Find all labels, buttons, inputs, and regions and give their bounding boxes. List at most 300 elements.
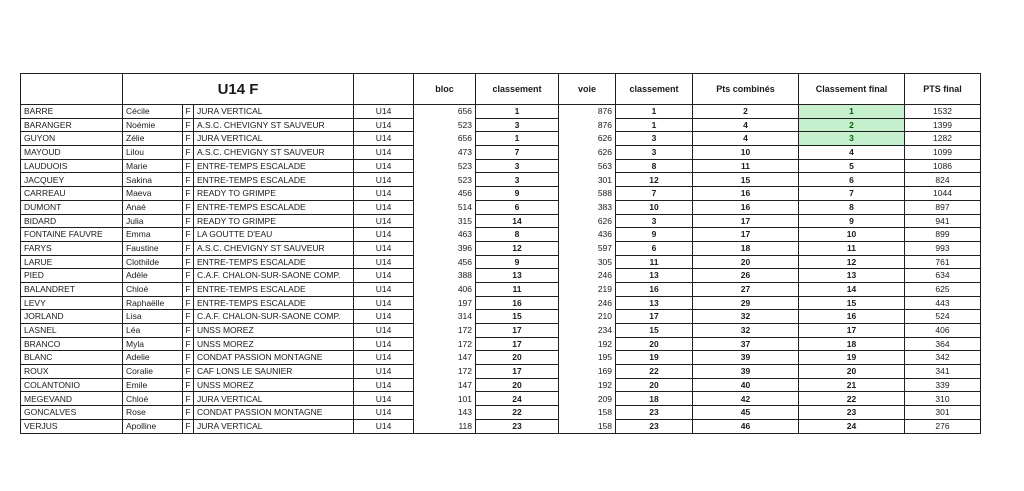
cell-club: CONDAT PASSION MONTAGNE (194, 351, 354, 365)
cell-lastname: FONTAINE FAUVRE (21, 228, 123, 242)
cell-final-rank: 22 (799, 392, 905, 406)
cell-bloc-rank: 9 (476, 255, 559, 269)
cell-firstname: Chloé (123, 392, 183, 406)
cell-firstname: Noémie (123, 118, 183, 132)
cell-club: JURA VERTICAL (194, 419, 354, 433)
cell-category: U14 (354, 118, 414, 132)
cell-club: LA GOUTTE D'EAU (194, 228, 354, 242)
cell-bloc-rank: 7 (476, 146, 559, 160)
cell-bloc-rank: 23 (476, 419, 559, 433)
cell-pts-combines: 40 (693, 378, 799, 392)
cell-bloc-rank: 14 (476, 214, 559, 228)
cell-bloc-score: 396 (414, 241, 476, 255)
cell-voie-score: 210 (559, 310, 616, 324)
cell-pts-final: 342 (905, 351, 981, 365)
cell-pts-combines: 39 (693, 351, 799, 365)
cell-sex: F (183, 406, 194, 420)
cell-voie-rank: 3 (616, 214, 693, 228)
cell-club: ENTRE-TEMPS ESCALADE (194, 200, 354, 214)
cell-bloc-rank: 12 (476, 241, 559, 255)
table-row (21, 241, 981, 255)
cell-bloc-score: 143 (414, 406, 476, 420)
cell-final-rank: 23 (799, 406, 905, 420)
cell-category: U14 (354, 228, 414, 242)
cell-sex: F (183, 296, 194, 310)
cell-firstname: Sakina (123, 173, 183, 187)
cell-lastname: BLANC (21, 351, 123, 365)
cell-final-rank: 11 (799, 241, 905, 255)
cell-voie-score: 169 (559, 365, 616, 379)
cell-sex: F (183, 378, 194, 392)
cell-final-rank: 20 (799, 365, 905, 379)
cell-bloc-score: 314 (414, 310, 476, 324)
cell-voie-rank: 9 (616, 228, 693, 242)
cell-voie-rank: 7 (616, 187, 693, 201)
cell-lastname: MAYOUD (21, 146, 123, 160)
cell-voie-rank: 3 (616, 146, 693, 160)
cell-firstname: Myla (123, 337, 183, 351)
cell-bloc-score: 172 (414, 324, 476, 338)
cell-sex: F (183, 282, 194, 296)
cell-voie-rank: 13 (616, 296, 693, 310)
cell-voie-rank: 18 (616, 392, 693, 406)
table-row (21, 419, 981, 433)
cell-firstname: Lilou (123, 146, 183, 160)
cell-bloc-score: 456 (414, 255, 476, 269)
cell-sex: F (183, 310, 194, 324)
cell-pts-final: 761 (905, 255, 981, 269)
cell-category: U14 (354, 324, 414, 338)
cell-firstname: Léa (123, 324, 183, 338)
cell-pts-final: 1532 (905, 105, 981, 119)
cell-category: U14 (354, 269, 414, 283)
cell-bloc-rank: 20 (476, 378, 559, 392)
cell-voie-rank: 8 (616, 159, 693, 173)
cell-final-rank: 7 (799, 187, 905, 201)
table-row (21, 159, 981, 173)
cell-bloc-rank: 13 (476, 269, 559, 283)
cell-bloc-score: 473 (414, 146, 476, 160)
cell-firstname: Coralie (123, 365, 183, 379)
cell-pts-final: 824 (905, 173, 981, 187)
cell-sex: F (183, 351, 194, 365)
cell-sex: F (183, 365, 194, 379)
cell-bloc-rank: 17 (476, 324, 559, 338)
cell-pts-combines: 32 (693, 324, 799, 338)
cell-final-rank: 24 (799, 419, 905, 433)
cell-voie-rank: 3 (616, 132, 693, 146)
table-row (21, 324, 981, 338)
cell-pts-combines: 11 (693, 159, 799, 173)
cell-sex: F (183, 255, 194, 269)
cell-club: READY TO GRIMPE (194, 187, 354, 201)
cell-bloc-score: 456 (414, 187, 476, 201)
cell-club: UNSS MOREZ (194, 378, 354, 392)
cell-lastname: ROUX (21, 365, 123, 379)
cell-final-rank: 1 (799, 105, 905, 119)
cell-category: U14 (354, 337, 414, 351)
cell-bloc-score: 656 (414, 105, 476, 119)
cell-final-rank: 16 (799, 310, 905, 324)
cell-pts-combines: 37 (693, 337, 799, 351)
cell-category: U14 (354, 365, 414, 379)
cell-category: U14 (354, 296, 414, 310)
cell-lastname: CARREAU (21, 187, 123, 201)
cell-pts-combines: 32 (693, 310, 799, 324)
cell-pts-final: 276 (905, 419, 981, 433)
cell-sex: F (183, 187, 194, 201)
table-row (21, 187, 981, 201)
cell-voie-rank: 22 (616, 365, 693, 379)
cell-bloc-score: 172 (414, 337, 476, 351)
cell-sex: F (183, 392, 194, 406)
cell-category: U14 (354, 159, 414, 173)
cell-voie-score: 383 (559, 200, 616, 214)
cell-firstname: Emile (123, 378, 183, 392)
cell-voie-rank: 19 (616, 351, 693, 365)
cell-lastname: BALANDRET (21, 282, 123, 296)
cell-pts-combines: 15 (693, 173, 799, 187)
cell-sex: F (183, 105, 194, 119)
cell-final-rank: 9 (799, 214, 905, 228)
cell-category: U14 (354, 214, 414, 228)
cell-final-rank: 18 (799, 337, 905, 351)
cell-voie-rank: 17 (616, 310, 693, 324)
cell-firstname: Adèle (123, 269, 183, 283)
table-row (21, 146, 981, 160)
cell-pts-final: 524 (905, 310, 981, 324)
cell-bloc-score: 523 (414, 118, 476, 132)
table-row (21, 214, 981, 228)
cell-lastname: LASNEL (21, 324, 123, 338)
cell-final-rank: 4 (799, 146, 905, 160)
cell-category: U14 (354, 406, 414, 420)
cell-pts-combines: 20 (693, 255, 799, 269)
cell-firstname: Clothilde (123, 255, 183, 269)
cell-final-rank: 8 (799, 200, 905, 214)
table-row (21, 173, 981, 187)
cell-club: JURA VERTICAL (194, 392, 354, 406)
cell-pts-final: 634 (905, 269, 981, 283)
cell-final-rank: 6 (799, 173, 905, 187)
cell-pts-final: 625 (905, 282, 981, 296)
cell-pts-final: 341 (905, 365, 981, 379)
cell-lastname: FARYS (21, 241, 123, 255)
cell-pts-final: 364 (905, 337, 981, 351)
cell-voie-score: 563 (559, 159, 616, 173)
cell-club: JURA VERTICAL (194, 105, 354, 119)
cell-pts-final: 1086 (905, 159, 981, 173)
cell-bloc-score: 197 (414, 296, 476, 310)
cell-bloc-rank: 22 (476, 406, 559, 420)
cell-pts-final: 339 (905, 378, 981, 392)
cell-club: CONDAT PASSION MONTAGNE (194, 406, 354, 420)
header-spacer-category (354, 74, 414, 105)
cell-category: U14 (354, 310, 414, 324)
table-row (21, 255, 981, 269)
cell-firstname: Adelie (123, 351, 183, 365)
cell-bloc-score: 147 (414, 351, 476, 365)
cell-voie-score: 219 (559, 282, 616, 296)
cell-voie-rank: 16 (616, 282, 693, 296)
cell-pts-final: 897 (905, 200, 981, 214)
cell-pts-combines: 45 (693, 406, 799, 420)
cell-pts-combines: 39 (693, 365, 799, 379)
cell-voie-score: 246 (559, 296, 616, 310)
table-row (21, 296, 981, 310)
cell-voie-rank: 1 (616, 105, 693, 119)
cell-pts-final: 406 (905, 324, 981, 338)
cell-bloc-score: 388 (414, 269, 476, 283)
cell-final-rank: 5 (799, 159, 905, 173)
cell-voie-score: 192 (559, 378, 616, 392)
cell-bloc-rank: 15 (476, 310, 559, 324)
cell-club: ENTRE-TEMPS ESCALADE (194, 296, 354, 310)
results-sheet (20, 73, 981, 434)
results-body (21, 105, 981, 434)
cell-lastname: LAUDUOIS (21, 159, 123, 173)
cell-firstname: Lisa (123, 310, 183, 324)
cell-voie-score: 234 (559, 324, 616, 338)
cell-bloc-score: 406 (414, 282, 476, 296)
cell-category: U14 (354, 378, 414, 392)
cell-sex: F (183, 337, 194, 351)
cell-final-rank: 10 (799, 228, 905, 242)
cell-category: U14 (354, 419, 414, 433)
cell-final-rank: 17 (799, 324, 905, 338)
cell-lastname: GUYON (21, 132, 123, 146)
cell-firstname: Raphaëlle (123, 296, 183, 310)
table-row (21, 282, 981, 296)
cell-lastname: MEGEVAND (21, 392, 123, 406)
cell-voie-score: 301 (559, 173, 616, 187)
cell-sex: F (183, 200, 194, 214)
cell-pts-combines: 27 (693, 282, 799, 296)
cell-firstname: Emma (123, 228, 183, 242)
cell-bloc-rank: 3 (476, 159, 559, 173)
cell-sex: F (183, 324, 194, 338)
cell-pts-final: 941 (905, 214, 981, 228)
cell-pts-combines: 16 (693, 187, 799, 201)
table-row (21, 406, 981, 420)
cell-bloc-score: 172 (414, 365, 476, 379)
cell-sex: F (183, 159, 194, 173)
cell-sex: F (183, 173, 194, 187)
cell-sex: F (183, 228, 194, 242)
cell-pts-final: 310 (905, 392, 981, 406)
cell-bloc-score: 463 (414, 228, 476, 242)
cell-category: U14 (354, 392, 414, 406)
cell-pts-combines: 26 (693, 269, 799, 283)
cell-firstname: Maeva (123, 187, 183, 201)
results-table (20, 73, 981, 434)
header-bloc: bloc (414, 74, 476, 105)
cell-lastname: BARRE (21, 105, 123, 119)
table-row (21, 365, 981, 379)
header-classement-voie: classement (616, 74, 693, 105)
cell-pts-combines: 4 (693, 132, 799, 146)
cell-club: CAF LONS LE SAUNIER (194, 365, 354, 379)
cell-firstname: Rose (123, 406, 183, 420)
cell-pts-combines: 42 (693, 392, 799, 406)
cell-voie-score: 246 (559, 269, 616, 283)
cell-club: JURA VERTICAL (194, 132, 354, 146)
cell-category: U14 (354, 351, 414, 365)
cell-bloc-rank: 24 (476, 392, 559, 406)
cell-pts-combines: 17 (693, 228, 799, 242)
cell-pts-combines: 18 (693, 241, 799, 255)
cell-final-rank: 21 (799, 378, 905, 392)
cell-firstname: Cécile (123, 105, 183, 119)
cell-club: C.A.F. CHALON-SUR-SAONE COMP. (194, 269, 354, 283)
header-pts-final: PTS final (905, 74, 981, 105)
cell-pts-final: 1099 (905, 146, 981, 160)
cell-voie-score: 192 (559, 337, 616, 351)
cell-bloc-rank: 8 (476, 228, 559, 242)
cell-final-rank: 15 (799, 296, 905, 310)
cell-lastname: PIED (21, 269, 123, 283)
cell-lastname: JORLAND (21, 310, 123, 324)
cell-bloc-rank: 3 (476, 118, 559, 132)
cell-lastname: GONCALVES (21, 406, 123, 420)
cell-voie-score: 597 (559, 241, 616, 255)
header-voie: voie (559, 74, 616, 105)
cell-final-rank: 2 (799, 118, 905, 132)
cell-final-rank: 3 (799, 132, 905, 146)
cell-voie-rank: 15 (616, 324, 693, 338)
table-row (21, 118, 981, 132)
header-spacer-name (21, 74, 123, 105)
cell-bloc-score: 147 (414, 378, 476, 392)
group-title: U14 F (123, 74, 354, 105)
cell-club: ENTRE-TEMPS ESCALADE (194, 282, 354, 296)
cell-pts-combines: 16 (693, 200, 799, 214)
table-row (21, 378, 981, 392)
cell-pts-combines: 17 (693, 214, 799, 228)
cell-voie-rank: 12 (616, 173, 693, 187)
cell-sex: F (183, 118, 194, 132)
cell-club: READY TO GRIMPE (194, 214, 354, 228)
cell-bloc-score: 315 (414, 214, 476, 228)
cell-category: U14 (354, 173, 414, 187)
cell-bloc-rank: 9 (476, 187, 559, 201)
cell-voie-rank: 1 (616, 118, 693, 132)
cell-pts-final: 1399 (905, 118, 981, 132)
cell-bloc-rank: 20 (476, 351, 559, 365)
cell-voie-score: 876 (559, 118, 616, 132)
cell-final-rank: 14 (799, 282, 905, 296)
cell-bloc-rank: 16 (476, 296, 559, 310)
table-row (21, 337, 981, 351)
cell-pts-combines: 46 (693, 419, 799, 433)
cell-sex: F (183, 269, 194, 283)
cell-pts-final: 1282 (905, 132, 981, 146)
cell-bloc-rank: 17 (476, 365, 559, 379)
cell-category: U14 (354, 187, 414, 201)
cell-lastname: BIDARD (21, 214, 123, 228)
header-pts-combines: Pts combinés (693, 74, 799, 105)
cell-lastname: LARUE (21, 255, 123, 269)
cell-club: A.S.C. CHEVIGNY ST SAUVEUR (194, 146, 354, 160)
cell-lastname: DUMONT (21, 200, 123, 214)
cell-club: UNSS MOREZ (194, 337, 354, 351)
cell-sex: F (183, 419, 194, 433)
table-row (21, 392, 981, 406)
cell-sex: F (183, 241, 194, 255)
cell-club: UNSS MOREZ (194, 324, 354, 338)
cell-category: U14 (354, 241, 414, 255)
cell-bloc-score: 118 (414, 419, 476, 433)
table-row (21, 105, 981, 119)
cell-voie-rank: 20 (616, 337, 693, 351)
cell-bloc-rank: 17 (476, 337, 559, 351)
cell-bloc-rank: 3 (476, 173, 559, 187)
cell-voie-score: 588 (559, 187, 616, 201)
cell-pts-final: 1044 (905, 187, 981, 201)
cell-lastname: BRANCO (21, 337, 123, 351)
cell-category: U14 (354, 105, 414, 119)
cell-voie-score: 158 (559, 419, 616, 433)
table-row (21, 228, 981, 242)
cell-voie-score: 436 (559, 228, 616, 242)
cell-lastname: JACQUEY (21, 173, 123, 187)
cell-sex: F (183, 214, 194, 228)
cell-bloc-rank: 1 (476, 105, 559, 119)
cell-pts-combines: 29 (693, 296, 799, 310)
cell-sex: F (183, 132, 194, 146)
cell-firstname: Zélie (123, 132, 183, 146)
cell-voie-score: 626 (559, 146, 616, 160)
cell-voie-score: 158 (559, 406, 616, 420)
cell-lastname: COLANTONIO (21, 378, 123, 392)
cell-firstname: Anaé (123, 200, 183, 214)
cell-pts-combines: 4 (693, 118, 799, 132)
cell-voie-score: 195 (559, 351, 616, 365)
cell-firstname: Faustine (123, 241, 183, 255)
cell-club: ENTRE-TEMPS ESCALADE (194, 255, 354, 269)
cell-final-rank: 13 (799, 269, 905, 283)
cell-voie-rank: 11 (616, 255, 693, 269)
cell-bloc-score: 101 (414, 392, 476, 406)
cell-lastname: BARANGER (21, 118, 123, 132)
cell-club: A.S.C. CHEVIGNY ST SAUVEUR (194, 118, 354, 132)
cell-category: U14 (354, 282, 414, 296)
cell-voie-rank: 23 (616, 419, 693, 433)
cell-voie-rank: 13 (616, 269, 693, 283)
table-row (21, 200, 981, 214)
table-row (21, 351, 981, 365)
cell-voie-score: 876 (559, 105, 616, 119)
header-row (21, 74, 981, 105)
cell-voie-score: 626 (559, 132, 616, 146)
cell-bloc-score: 523 (414, 173, 476, 187)
cell-club: ENTRE-TEMPS ESCALADE (194, 173, 354, 187)
table-row (21, 269, 981, 283)
table-row (21, 310, 981, 324)
cell-bloc-score: 656 (414, 132, 476, 146)
cell-voie-rank: 20 (616, 378, 693, 392)
cell-final-rank: 19 (799, 351, 905, 365)
header-classement-final: Classement final (799, 74, 905, 105)
header-classement-bloc: classement (476, 74, 559, 105)
cell-sex: F (183, 146, 194, 160)
cell-firstname: Apolline (123, 419, 183, 433)
cell-pts-final: 993 (905, 241, 981, 255)
cell-bloc-rank: 6 (476, 200, 559, 214)
cell-pts-final: 443 (905, 296, 981, 310)
cell-bloc-score: 514 (414, 200, 476, 214)
cell-category: U14 (354, 255, 414, 269)
